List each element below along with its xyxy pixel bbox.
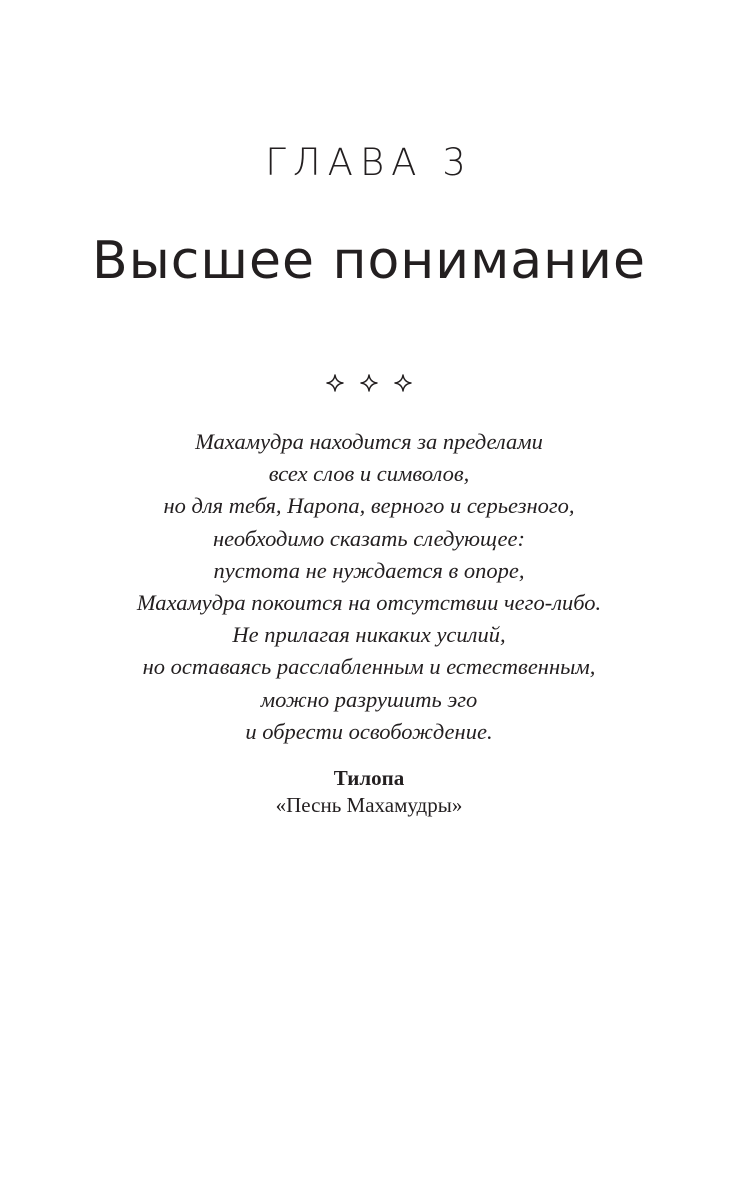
epigraph xyxy=(0,426,738,748)
ornament-divider xyxy=(0,374,738,392)
chapter-title: Высшее понимание xyxy=(92,231,646,291)
attribution-source: «Песнь Махамудры» xyxy=(275,793,463,817)
epigraph-line: Не прилагая никаких усилий, xyxy=(232,622,506,648)
epigraph-line: Махамудра покоится на отсутствии чего-либо. xyxy=(136,590,602,616)
epigraph-line: необходимо сказать следующее: xyxy=(213,525,525,551)
chapter-label: ГЛАВА 3 xyxy=(265,141,473,184)
four-point-star-icon xyxy=(326,374,344,392)
attribution-author: Тилопа xyxy=(333,766,405,790)
four-point-star-icon xyxy=(360,374,378,392)
epigraph-line: всех слов и символов, xyxy=(268,461,470,487)
epigraph-line: но для тебя, Наропа, верного и серьезного, xyxy=(163,493,575,519)
epigraph-line: можно разрушить эго xyxy=(260,686,478,712)
epigraph-line: Махамудра находится за пределами xyxy=(195,429,543,454)
epigraph-attribution xyxy=(0,764,738,818)
four-point-star-icon xyxy=(394,374,412,392)
epigraph-line: и обрести освобождение. xyxy=(245,718,493,744)
epigraph-line: но оставаясь расслабленным и естественным, xyxy=(142,654,596,680)
epigraph-line: пустота не нуждается в опоре, xyxy=(213,557,525,583)
